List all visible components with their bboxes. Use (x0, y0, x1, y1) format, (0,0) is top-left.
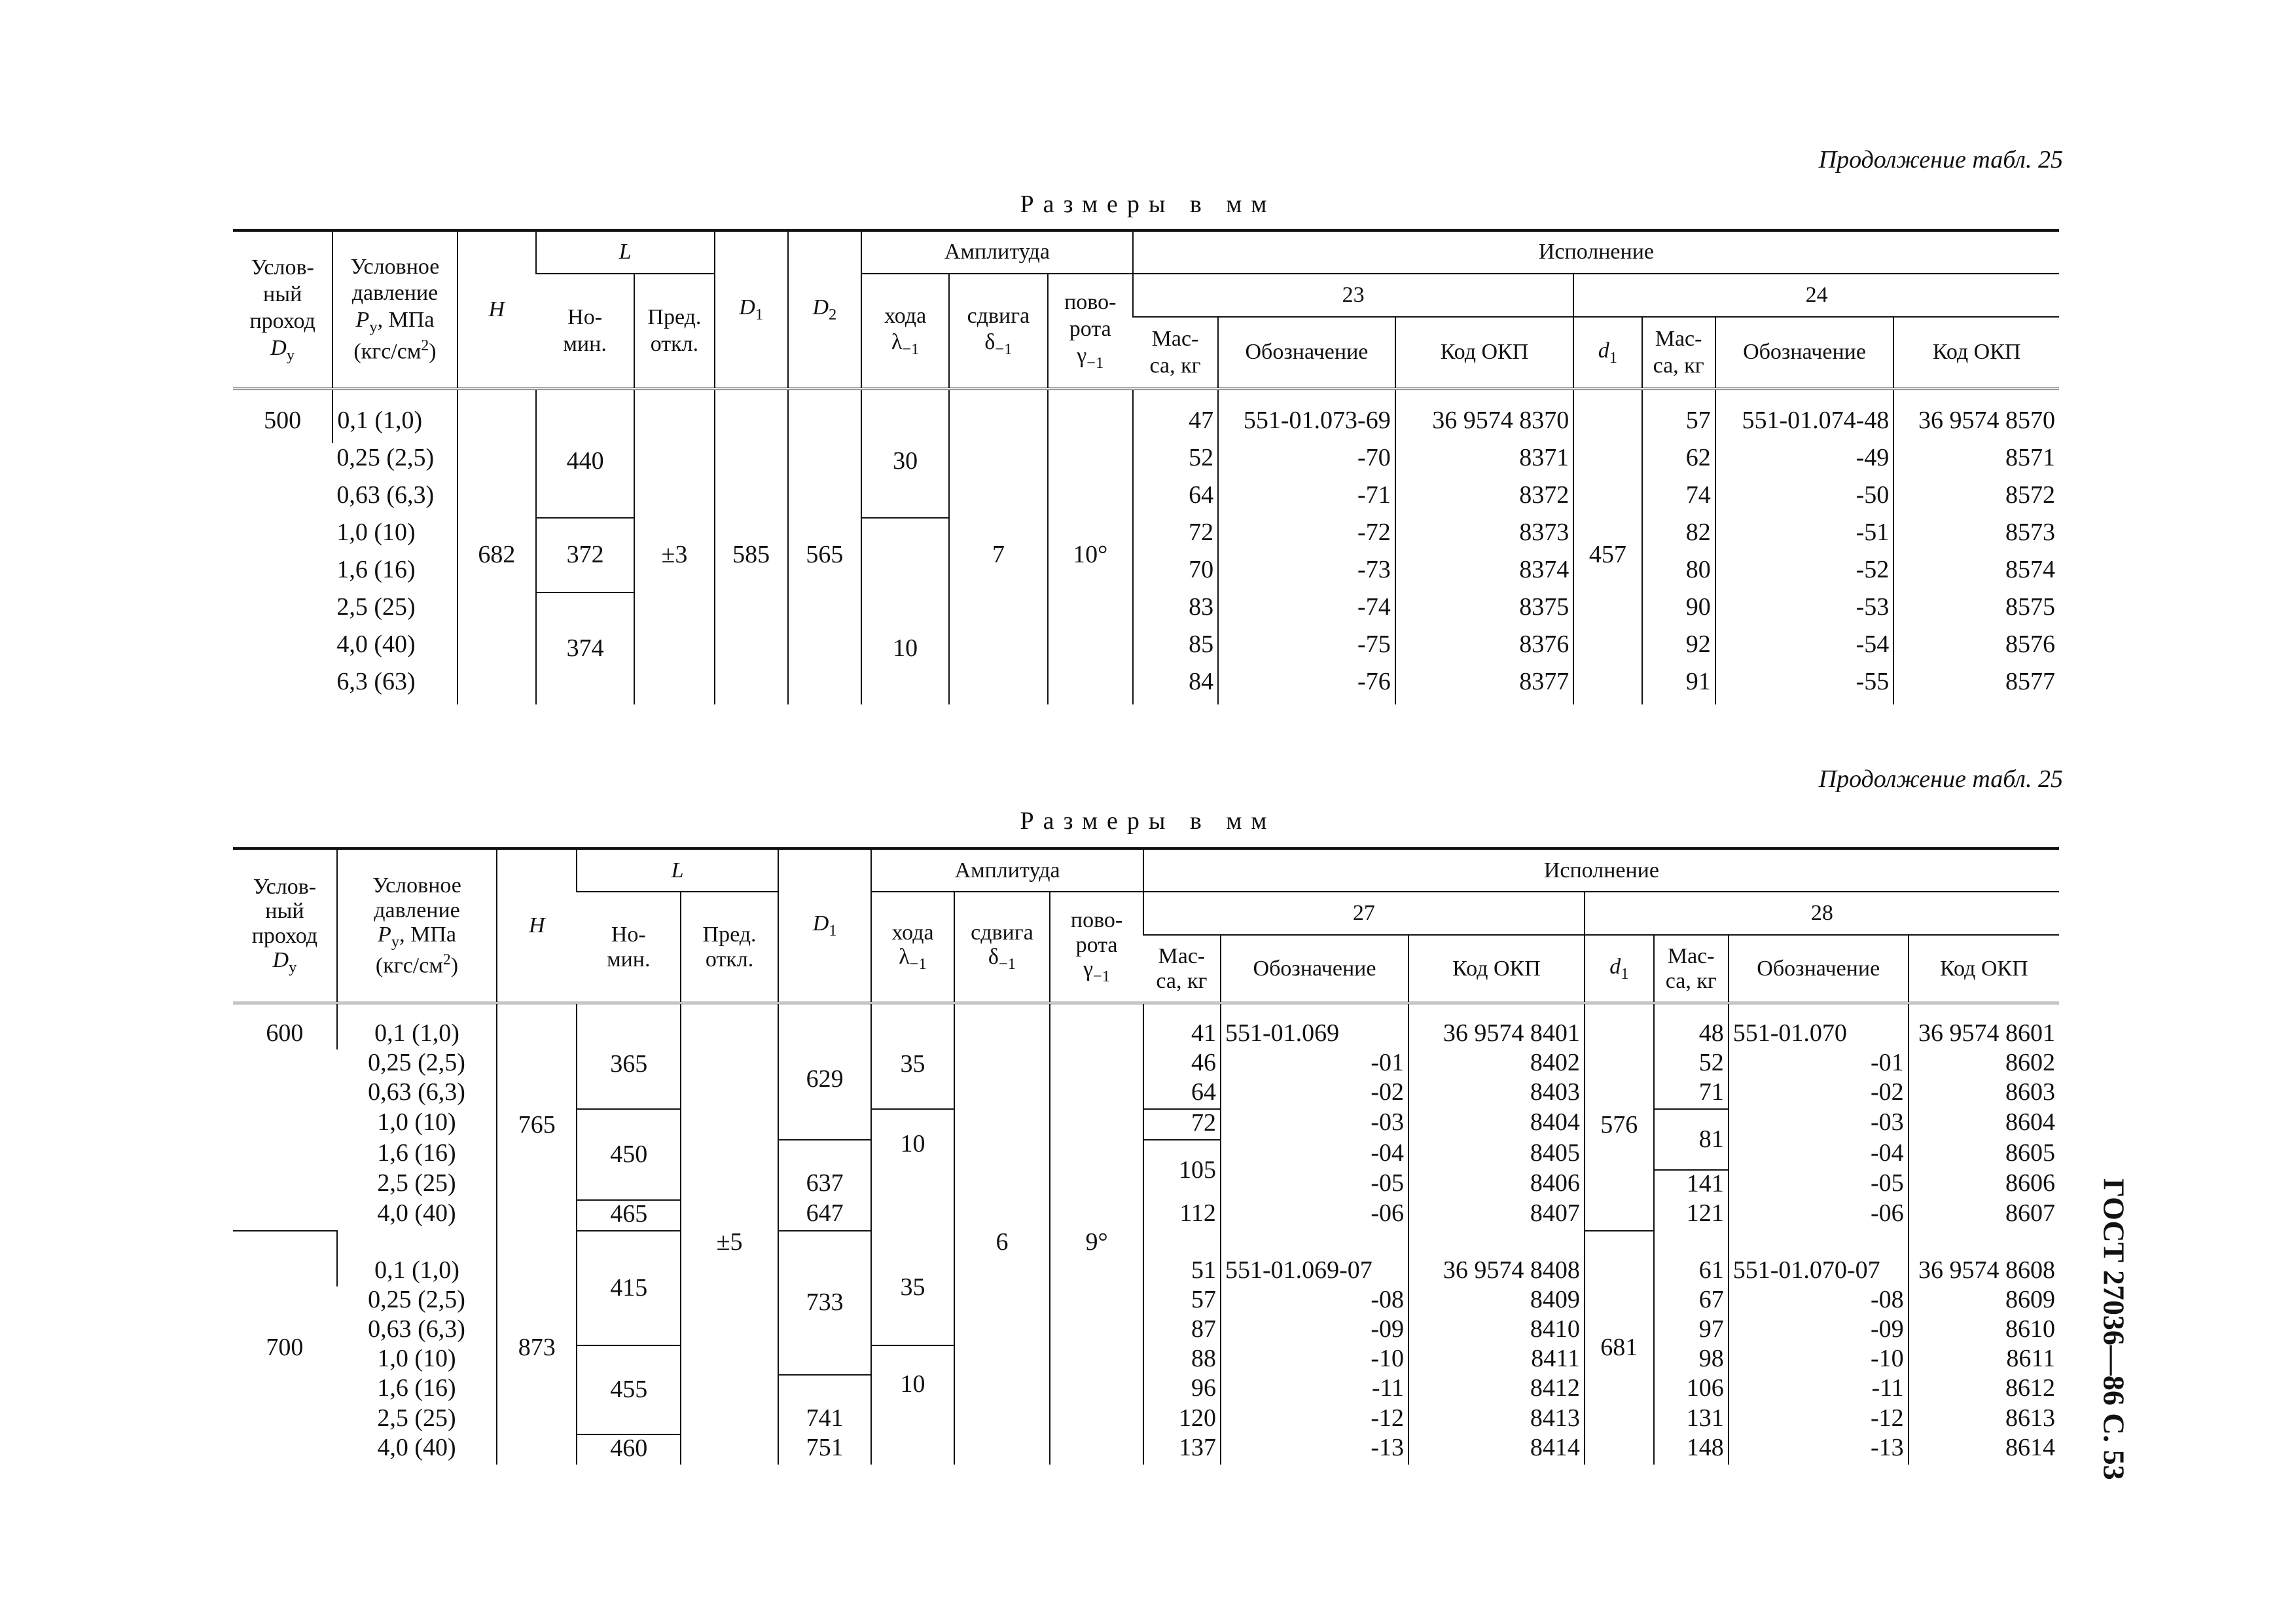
cell-mass-a: 72 (1133, 518, 1218, 555)
cell-okp-b: 8577 (1893, 667, 2059, 704)
table-row (233, 1003, 2059, 1049)
cell-designation-b: -51 (1715, 518, 1894, 555)
cell-mass-b: 62 (1642, 443, 1715, 481)
header-exec-b: 24 (1573, 274, 2059, 317)
cell-okp-b: 8604 (1909, 1109, 2059, 1140)
cell-shear: 7 (949, 389, 1047, 704)
cell-pressure: 1,0 (10) (377, 1345, 456, 1372)
cell-okp-a: 8377 (1395, 667, 1574, 704)
header-shear: сдвига $\delta_{-1}$ (949, 274, 1047, 389)
header-small-d1: $d_1$ (1573, 317, 1641, 389)
cell-designation-a: -11 (1221, 1375, 1408, 1405)
cell-designation-a: -74 (1218, 593, 1395, 630)
cell-okp-a: 8404 (1408, 1109, 1585, 1140)
cell-mass-b: 97 (1654, 1316, 1729, 1345)
cell-mass-a: 47 (1133, 389, 1218, 443)
cell-mass-b: 80 (1642, 555, 1715, 593)
cell-pressure: 2,5 (25) (377, 1404, 456, 1432)
header-nominal-pressure: Условное давление $P_у$, МПа $(кгс/см^2)$ (337, 848, 497, 1003)
cell-designation-a: 551-01.069 (1221, 1003, 1408, 1049)
cell-h: 682 (457, 389, 536, 704)
cell-mass-b: 106 (1654, 1375, 1729, 1405)
header-nominal-bore: Услов- ный проход $D_у$ (233, 848, 337, 1003)
cell-mass-a: 70 (1133, 555, 1218, 593)
cell-dn: 700 (233, 1231, 337, 1465)
cell-designation-a: -76 (1218, 667, 1395, 704)
header-okp-b: Код ОКП (1909, 935, 2059, 1003)
size-caption-1: Размеры в мм (1020, 191, 1276, 218)
cell-designation-b: -08 (1729, 1286, 1909, 1316)
cell-mass-b: 131 (1654, 1405, 1729, 1434)
cell-d1: 637 (778, 1170, 872, 1200)
cell-d1: 741 (778, 1405, 872, 1434)
cell-mass-b: 74 (1642, 481, 1715, 518)
header-rotation: пово- рота $\gamma_{-1}$ (1048, 274, 1133, 389)
cell-pressure: 0,25 (2,5) (336, 444, 435, 471)
cell-designation-a: -05 (1221, 1170, 1408, 1200)
cell-pressure: 1,0 (10) (377, 1108, 456, 1136)
cell-designation-b: -02 (1729, 1079, 1909, 1109)
header-amplitude: Амплитуда (871, 848, 1143, 892)
cell-rotation: 9° (1050, 1003, 1143, 1465)
cell-mass-b: 91 (1642, 667, 1715, 704)
cell-l-nominal: 365 (577, 1003, 681, 1109)
cell-l-nominal: 465 (577, 1200, 681, 1231)
header-execution: Исполнение (1133, 230, 2059, 274)
header-d1: $D_1$ (778, 848, 872, 1003)
cell-l-tolerance: ±3 (634, 389, 714, 704)
header-rotation: пово- рота $\gamma_{-1}$ (1050, 892, 1143, 1003)
cell-designation-a: -70 (1218, 443, 1395, 481)
header-okp-a: Код ОКП (1395, 317, 1574, 389)
cell-okp-b: 8571 (1893, 443, 2059, 481)
cell-pressure: 2,5 (25) (336, 593, 416, 621)
cell-mass-a: 87 (1143, 1316, 1221, 1345)
cell-d1: 647 (778, 1200, 872, 1231)
cell-h: 873 (497, 1231, 577, 1465)
cell-okp-a: 8409 (1408, 1286, 1585, 1316)
cell-mass-b: 81 (1654, 1109, 1729, 1170)
cell-d1: 629 (778, 1003, 872, 1140)
cell-l-nominal: 372 (536, 518, 634, 593)
cell-mass-a: 88 (1143, 1345, 1221, 1375)
cell-mass-a: 52 (1133, 443, 1218, 481)
header-nominal-bore: Услов- ный проход $D_у$ (233, 230, 332, 389)
cell-designation-a: -02 (1221, 1079, 1408, 1109)
cell-small-d1: 576 (1585, 1003, 1654, 1231)
cell-designation-a: -12 (1221, 1405, 1408, 1434)
cell-pressure: 0,25 (2,5) (368, 1286, 465, 1313)
cell-stroke: 35 (871, 1003, 954, 1109)
cell-designation-a: -73 (1218, 555, 1395, 593)
cell-dn: 600 (233, 1003, 337, 1231)
cell-mass-b: 52 (1654, 1049, 1729, 1079)
header-nominal-pressure: Условное давление $P_у$, МПа $(кгс/см^2)$ (332, 230, 457, 389)
cell-okp-b: 8607 (1909, 1200, 2059, 1231)
header-l-nominal: Но- мин. (577, 892, 681, 1003)
header-h: H (457, 230, 536, 389)
cell-pressure: 0,63 (6,3) (368, 1315, 465, 1343)
cell-designation-b: -50 (1715, 481, 1894, 518)
cell-mass-b: 71 (1654, 1079, 1729, 1109)
cell-designation-b: -11 (1729, 1375, 1909, 1405)
header-exec-a: 27 (1143, 892, 1585, 935)
cell-okp-a: 36 9574 8401 (1408, 1003, 1585, 1049)
cell-okp-a: 8374 (1395, 555, 1574, 593)
cell-designation-b: -13 (1729, 1434, 1909, 1465)
cell-pressure: 1,0 (10) (336, 519, 416, 546)
cell-l-nominal: 460 (577, 1434, 681, 1465)
cell-okp-a: 8411 (1408, 1345, 1585, 1375)
cell-mass-a: 57 (1143, 1286, 1221, 1316)
cell-mass-a: 84 (1133, 667, 1218, 704)
standard-page-code: ГОСТ 27036—86 С. 53 (2097, 1178, 2131, 1480)
header-amplitude: Амплитуда (861, 230, 1133, 274)
header-d1: $D_1$ (715, 230, 788, 389)
cell-mass-a: 83 (1133, 593, 1218, 630)
cell-mass-b: 90 (1642, 593, 1715, 630)
cell-d1: 585 (715, 389, 788, 704)
cell-pressure: 0,1 (1,0) (337, 1003, 497, 1049)
cell-okp-a: 8414 (1408, 1434, 1585, 1465)
cell-pressure: 1,6 (16) (377, 1139, 456, 1167)
cell-stroke: 10 (871, 1345, 954, 1465)
cell-okp-b: 8576 (1893, 630, 2059, 667)
cell-stroke: 10 (861, 518, 949, 704)
header-mass-a: Мас- са, кг (1143, 935, 1221, 1003)
cell-designation-b: -03 (1729, 1109, 1909, 1140)
cell-okp-b: 8605 (1909, 1140, 2059, 1170)
header-okp-a: Код ОКП (1408, 935, 1585, 1003)
cell-designation-b: -54 (1715, 630, 1894, 667)
cell-okp-b: 8614 (1909, 1434, 2059, 1465)
cell-mass-b: 48 (1654, 1003, 1729, 1049)
cell-okp-b: 36 9574 8570 (1893, 389, 2059, 443)
cell-okp-b: 8573 (1893, 518, 2059, 555)
cell-d1: 733 (778, 1231, 872, 1375)
cell-designation-a: -10 (1221, 1345, 1408, 1375)
cell-okp-a: 8407 (1408, 1200, 1585, 1231)
cell-mass-a: 137 (1143, 1434, 1221, 1465)
header-exec-a: 23 (1133, 274, 1573, 317)
header-small-d1: $d_1$ (1585, 935, 1654, 1003)
cell-designation-a: -71 (1218, 481, 1395, 518)
cell-designation-b: -55 (1715, 667, 1894, 704)
cell-okp-a: 8376 (1395, 630, 1574, 667)
cell-mass-a: 51 (1143, 1231, 1221, 1286)
cell-okp-b: 8609 (1909, 1286, 2059, 1316)
cell-h: 765 (497, 1003, 577, 1231)
cell-okp-a: 8403 (1408, 1079, 1585, 1109)
header-l-tolerance: Пред. откл. (681, 892, 778, 1003)
cell-mass-a: 64 (1143, 1079, 1221, 1109)
cell-mass-b: 82 (1642, 518, 1715, 555)
cell-mass-a: 112 (1143, 1200, 1221, 1231)
header-l: L (577, 848, 778, 892)
header-l: L (536, 230, 715, 274)
cell-okp-b: 8574 (1893, 555, 2059, 593)
cell-okp-a: 36 9574 8408 (1408, 1231, 1585, 1286)
cell-pressure: 4,0 (40) (377, 1199, 456, 1227)
cell-mass-b: 98 (1654, 1345, 1729, 1375)
cell-l-nominal: 374 (536, 593, 634, 704)
cell-okp-b: 8611 (1909, 1345, 2059, 1375)
cell-designation-b: 551-01.070-07 (1729, 1231, 1909, 1286)
cell-okp-b: 8612 (1909, 1375, 2059, 1405)
cell-mass-a: 120 (1143, 1405, 1221, 1434)
header-stroke: хода $\lambda_{-1}$ (861, 274, 949, 389)
cell-okp-a: 8406 (1408, 1170, 1585, 1200)
cell-okp-a: 8375 (1395, 593, 1574, 630)
cell-pressure: 1,6 (16) (377, 1374, 456, 1402)
cell-okp-a: 8412 (1408, 1375, 1585, 1405)
cell-designation-a: -04 (1221, 1140, 1408, 1170)
cell-okp-b: 8606 (1909, 1170, 2059, 1200)
cell-designation-a: -06 (1221, 1200, 1408, 1231)
cell-rotation: 10° (1048, 389, 1133, 704)
table-row (233, 1231, 2059, 1286)
cell-mass-b: 67 (1654, 1286, 1729, 1316)
cell-designation-b: -06 (1729, 1200, 1909, 1231)
header-okp-b: Код ОКП (1893, 317, 2059, 389)
cell-designation-b: -52 (1715, 555, 1894, 593)
table-row (233, 389, 2059, 443)
cell-okp-b: 8613 (1909, 1405, 2059, 1434)
cell-stroke: 35 (871, 1231, 954, 1345)
cell-designation-a: 551-01.073-69 (1218, 389, 1395, 443)
header-execution: Исполнение (1143, 848, 2059, 892)
header-d2: $D_2$ (788, 230, 861, 389)
cell-small-d1: 681 (1585, 1231, 1654, 1465)
header-exec-b: 28 (1585, 892, 2059, 935)
cell-designation-a: -01 (1221, 1049, 1408, 1079)
continuation-label-1: Продолжение табл. 25 (1818, 146, 2063, 173)
cell-okp-b: 8602 (1909, 1049, 2059, 1079)
cell-mass-b: 92 (1642, 630, 1715, 667)
header-shear: сдвига $\delta_{-1}$ (954, 892, 1050, 1003)
cell-d2: 565 (788, 389, 861, 704)
cell-pressure: 4,0 (40) (377, 1434, 456, 1461)
cell-pressure: 0,1 (1,0) (337, 1231, 497, 1286)
spec-table-2 (233, 847, 2059, 1465)
cell-designation-a: -09 (1221, 1316, 1408, 1345)
cell-okp-b: 8575 (1893, 593, 2059, 630)
cell-small-d1: 457 (1573, 389, 1641, 704)
cell-d1-empty (778, 1375, 872, 1405)
size-caption-2: Размеры в мм (1020, 807, 1276, 835)
cell-designation-a: -03 (1221, 1109, 1408, 1140)
cell-pressure: 1,6 (16) (336, 556, 416, 583)
cell-okp-b: 8572 (1893, 481, 2059, 518)
cell-mass-a: 41 (1143, 1003, 1221, 1049)
cell-designation-a: -72 (1218, 518, 1395, 555)
cell-okp-a: 8373 (1395, 518, 1574, 555)
cell-l-tolerance: ±5 (681, 1003, 778, 1465)
header-designation-b: Обозначение (1715, 317, 1894, 389)
cell-designation-b: -12 (1729, 1405, 1909, 1434)
cell-pressure: 4,0 (40) (336, 630, 416, 658)
cell-okp-b: 8610 (1909, 1316, 2059, 1345)
cell-l-nominal: 415 (577, 1231, 681, 1345)
cell-d1: 751 (778, 1434, 872, 1465)
cell-mass-b: 148 (1654, 1434, 1729, 1465)
cell-designation-b: -01 (1729, 1049, 1909, 1079)
header-mass-b: Мас- са, кг (1642, 317, 1715, 389)
cell-pressure: 6,3 (63) (336, 668, 416, 695)
header-stroke: хода $\lambda_{-1}$ (871, 892, 954, 1003)
cell-designation-b: -10 (1729, 1345, 1909, 1375)
cell-okp-a: 8402 (1408, 1049, 1585, 1079)
cell-mass-b: 57 (1642, 389, 1715, 443)
cell-okp-b: 36 9574 8601 (1909, 1003, 2059, 1049)
cell-designation-b: -09 (1729, 1316, 1909, 1345)
cell-designation-b: -04 (1729, 1140, 1909, 1170)
cell-dn: 500 (233, 389, 332, 704)
cell-okp-b: 8603 (1909, 1079, 2059, 1109)
cell-designation-a: -13 (1221, 1434, 1408, 1465)
header-mass-a: Мас- са, кг (1133, 317, 1218, 389)
header-designation-a: Обозначение (1218, 317, 1395, 389)
header-designation-a: Обозначение (1221, 935, 1408, 1003)
header-l-tolerance: Пред. откл. (634, 274, 714, 389)
cell-mass-a: 64 (1133, 481, 1218, 518)
cell-mass-a: 72 (1143, 1109, 1221, 1140)
cell-l-nominal: 440 (536, 389, 634, 518)
cell-mass-b: 141 (1654, 1170, 1729, 1200)
cell-mass-b: 61 (1654, 1231, 1729, 1286)
cell-pressure: 0,1 (1,0) (332, 389, 457, 443)
cell-designation-b: -53 (1715, 593, 1894, 630)
cell-designation-b: -05 (1729, 1170, 1909, 1200)
cell-mass-b: 121 (1654, 1200, 1729, 1231)
cell-mass-a: 46 (1143, 1049, 1221, 1079)
cell-mass-a: 85 (1133, 630, 1218, 667)
cell-pressure: 0,25 (2,5) (368, 1049, 465, 1076)
cell-designation-b: 551-01.074-48 (1715, 389, 1894, 443)
cell-okp-a: 8410 (1408, 1316, 1585, 1345)
cell-designation-b: 551-01.070 (1729, 1003, 1909, 1049)
cell-stroke: 10 (871, 1109, 954, 1231)
cell-okp-a: 8405 (1408, 1140, 1585, 1170)
cell-mass-a: 105 (1143, 1140, 1221, 1200)
cell-d1-empty (778, 1140, 872, 1170)
header-designation-b: Обозначение (1729, 935, 1909, 1003)
header-mass-b: Мас- са, кг (1654, 935, 1729, 1003)
spec-table-1 (233, 229, 2059, 704)
cell-l-nominal: 455 (577, 1345, 681, 1434)
cell-designation-a: -08 (1221, 1286, 1408, 1316)
cell-l-nominal: 450 (577, 1109, 681, 1200)
cell-shear: 6 (954, 1003, 1050, 1465)
cell-pressure: 2,5 (25) (377, 1169, 456, 1197)
header-h: H (497, 848, 577, 1003)
cell-designation-a: -75 (1218, 630, 1395, 667)
cell-designation-a: 551-01.069-07 (1221, 1231, 1408, 1286)
cell-okp-a: 8372 (1395, 481, 1574, 518)
cell-okp-a: 8371 (1395, 443, 1574, 481)
cell-okp-a: 8413 (1408, 1405, 1585, 1434)
header-l-nominal: Но- мин. (536, 274, 634, 389)
cell-pressure: 0,63 (6,3) (336, 481, 435, 509)
cell-mass-a: 96 (1143, 1375, 1221, 1405)
cell-okp-a: 36 9574 8370 (1395, 389, 1574, 443)
cell-pressure: 0,63 (6,3) (368, 1078, 465, 1106)
cell-designation-b: -49 (1715, 443, 1894, 481)
cell-stroke: 30 (861, 389, 949, 518)
cell-okp-b: 36 9574 8608 (1909, 1231, 2059, 1286)
continuation-label-2: Продолжение табл. 25 (1818, 765, 2063, 793)
